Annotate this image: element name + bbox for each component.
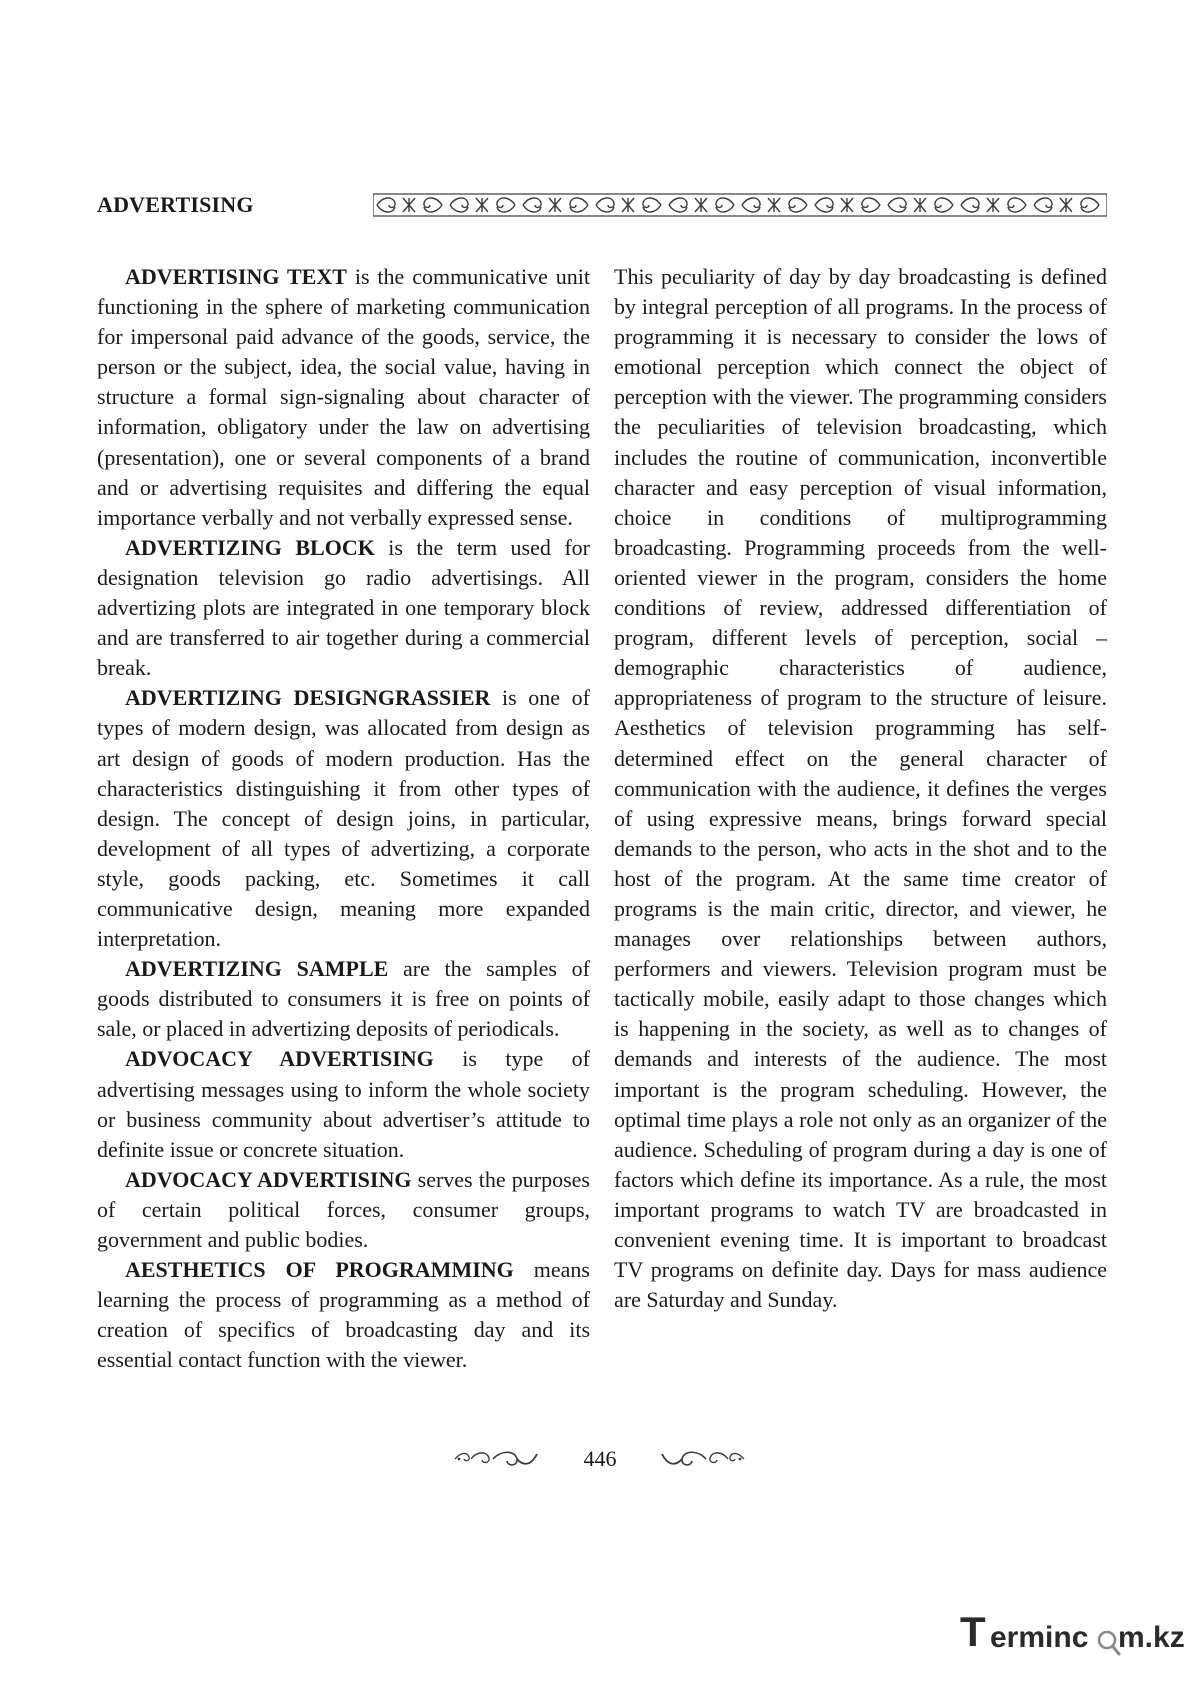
entry-term: ADVERTIZING BLOCK (125, 534, 375, 560)
footer-ornament-right-icon (660, 1448, 746, 1470)
left-column (97, 262, 590, 1375)
entry-aesthetics-of-programming (97, 1255, 590, 1375)
two-column-body (97, 262, 1107, 1412)
entry-definition: serves the purposes of certain political forces, consumer groups, government and public bodies. (97, 1166, 590, 1252)
entry-definition: is the communicative unit functioning in the sphere of marketing communication for impersonal paid advance of the goods, service, the person or the subject, idea, the social value, having in structure a formal sign-signaling about character of information, obligatory under the law on advertising (presentation), one or several components of a brand and or advertising requisites and differing the equal importance verbally and not verbally expressed sense. (97, 264, 590, 530)
watermark-t: T (960, 1608, 986, 1655)
site-watermark (960, 1608, 1185, 1662)
entry-advertizing-sample (97, 954, 590, 1044)
watermark-part2: m.kz (1118, 1621, 1185, 1654)
page-header (97, 191, 1107, 223)
entry-term: ADVERTISING TEXT (125, 264, 347, 289)
watermark-part1: erminc (990, 1621, 1089, 1654)
entry-definition: is type of advertising messages using to inform the whole society or business community about advertiser’s attitude to definite issue or concrete situation. (97, 1046, 590, 1162)
ornament-band (373, 193, 1107, 217)
entry-advocacy-advertising-2 (97, 1165, 590, 1255)
entry-advertizing-block (97, 533, 590, 683)
entry-definition: is one of types of modern design, was allocated from design as art design of goods of modern production. Has the characteristics distinguishing it from other types of design. The concept of design joins, in particular, development of all types of advertizing, a corporate style, goods packing, etc. Sometimes it call communicative design, meaning more expanded interpretation. (97, 685, 591, 952)
entry-term: AESTHETICS OF PROGRAMMING (125, 1257, 514, 1283)
entry-definition: means learning the process of programming as a method of creation of specifics of broadcasting day and its essential contact function with the viewer. (97, 1257, 590, 1373)
entry-definition: is the term used for designation television go radio advertisings. All advertizing plots are integrated in one temporary block and are transferred to air together during a commercial break. (97, 534, 590, 681)
entry-term: ADVOCACY ADVERTISING (125, 1166, 412, 1192)
page-footer (0, 1444, 1191, 1474)
entry-advocacy-advertising-1 (97, 1044, 590, 1164)
footer-ornament-left-icon (453, 1448, 539, 1470)
section-title: ADVERTISING (97, 192, 254, 217)
entry-advertising-text (97, 262, 590, 533)
entry-advertizing-designgrassier (97, 683, 590, 954)
right-column (614, 262, 1107, 1315)
entry-continuation: This peculiarity of day by day broadcasting is defined by integral perception of all programs. In the process of programming it is necessary to consider the lows of emotional perception which connect the object of perception with the viewer. The programming considers the peculiarities of television broadcasting, which includes the routine of communication, inconvertible character and easy perception of visual information, choice in conditions of multiprogramming broadcasting. Programming proceeds from the well-oriented viewer in the program, considers the home conditions of review, addressed differentiation of program, different levels of perception, social – demographic characteristics of audience, appropriateness of program to the structure of leisure. Aesthetics of television programming has self-determined effect on the general character of communication with the audience, it defines the verges of using expressive means, brings forward special demands to the person, who acts in the shot and to the host of the program. At the same time creator of programs is the main critic, director, and viewer, he manages over relationships between authors, performers and viewers. Television program must be tactically mobile, easily adapt to those changes which is happening in the society, as well as to changes of demands and interests of the audience. The most important is the program scheduling. However, the optimal time plays a role not only as an organizer of the audience. Scheduling of program during a day is one of factors which define its importance. As a rule, the most important programs to watch TV are broadcasted in convenient evening time. It is important to broadcast TV programs on definite day. Days for mass audience are Saturday and Sunday. (614, 264, 1107, 1313)
entry-term: ADVERTIZING SAMPLE (125, 956, 389, 982)
page-number: 446 (583, 1446, 617, 1471)
entry-definition: are the samples of goods distributed to consumers it is free on points of sale, or placed in advertizing deposits of periodicals. (97, 956, 590, 1042)
entry-term: ADVOCACY ADVERTISING (125, 1046, 434, 1072)
entry-term: ADVERTIZING DESIGNGRASSIER (125, 685, 491, 711)
